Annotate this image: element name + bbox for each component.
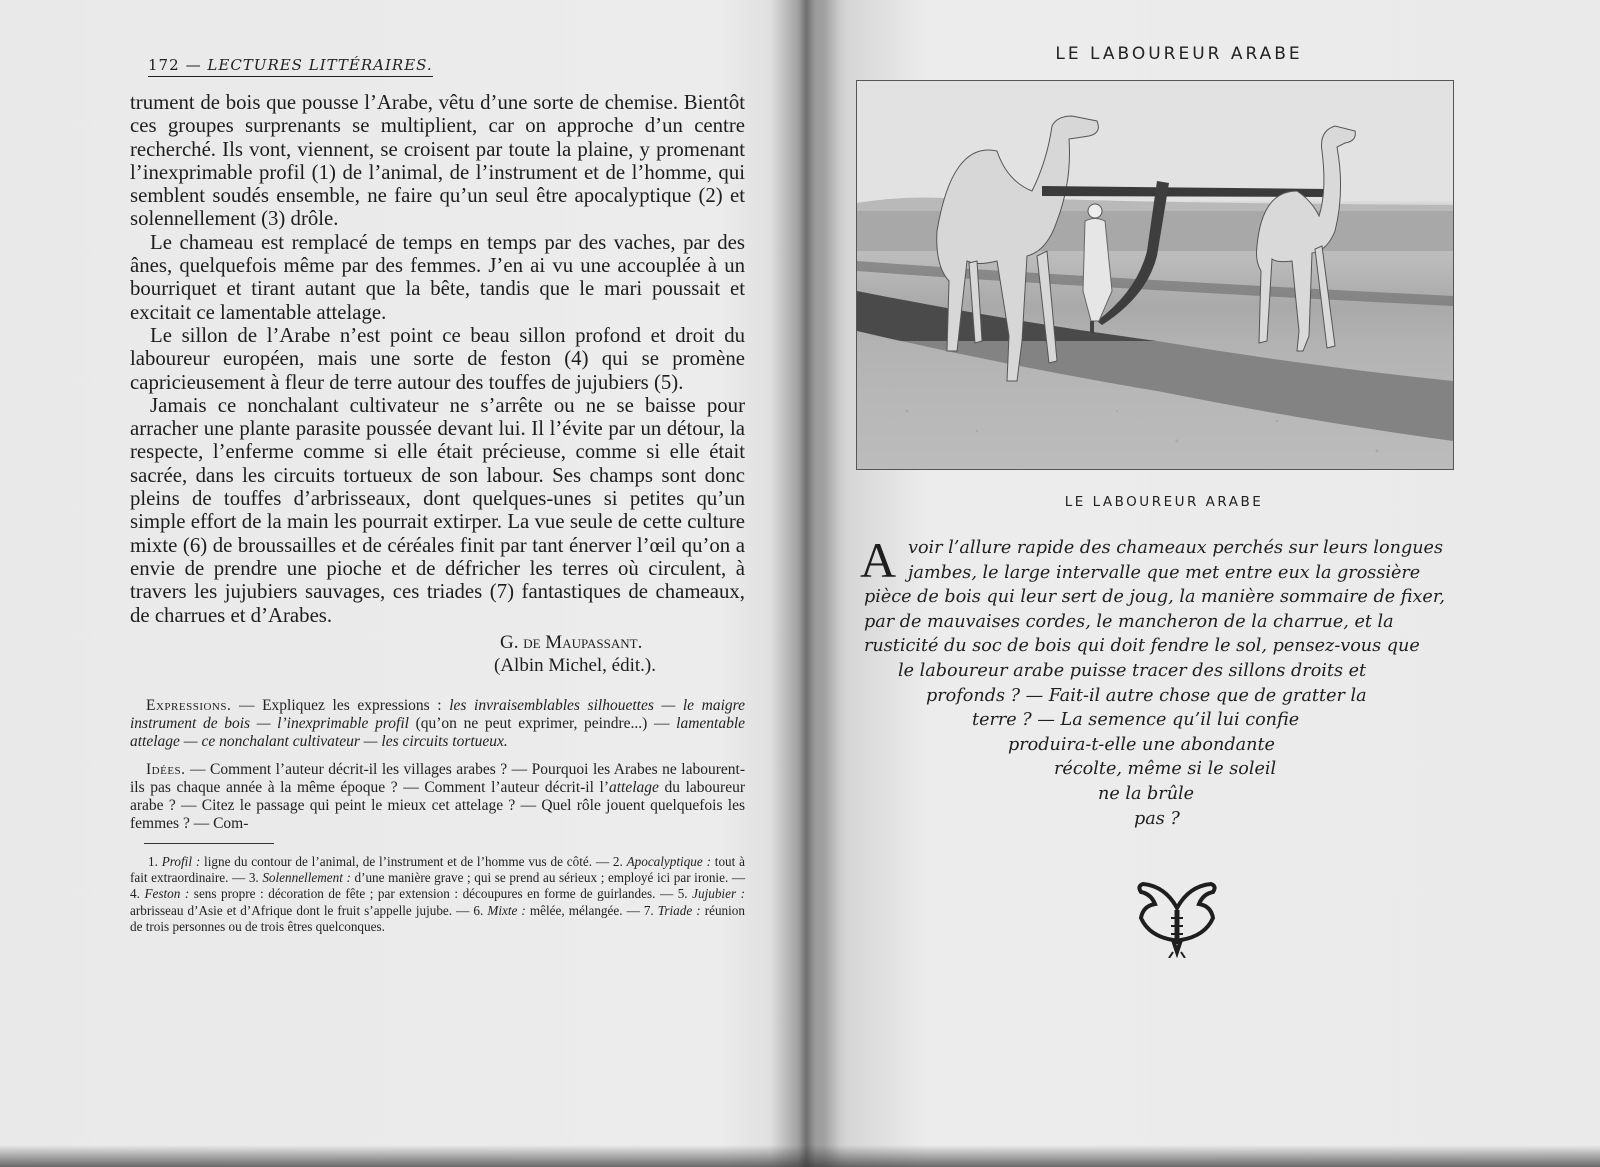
idees-em: attelage: [608, 778, 659, 796]
publisher: (Albin Michel, édit.).: [494, 654, 656, 676]
author-signature: [494, 631, 745, 677]
poem-line: récolte, même si le soleil: [1054, 759, 1277, 780]
paragraph: Le chameau est remplacé de temps en temps par des vaches, par des ânes, quelquefois même par des femmes. J’en ai vu une accouplée à un bourriquet et tirant autant que la bête, tandis que le mari poussait et excitait ce lamentable attelage.: [130, 230, 745, 324]
main-text: [130, 91, 745, 627]
footnotes: [130, 854, 745, 935]
book-gutter: [770, 0, 840, 1167]
paragraph: Jamais ce nonchalant cultivateur ne s’arrête ou ne se baisse pour arracher une plante parasite poussée devant lui. Il l’évite par un détour, la respecte, l’enferme comme si elle était précieuse, comme si elle était sacrée, dans les circuits tortueux de son labour. Ses champs sont donc pleins de touffes d’arbrisseaux, dont quelques-unes si petites qu’un simple effort de la main les pourrait extirper. La vue seule de cette culture mixte (6) de broussailles et de céréales finit par tant énerver l’œil qu’on a envie de prendre une pioche et de défricher les terres où circulent, à travers les jujubiers sauvages, ces triades (7) fantastiques de chameaux, de charrues et d’Arabes.: [130, 393, 745, 627]
running-head-title: — LECTURES LITTÉRAIRES.: [185, 56, 433, 74]
footnote-number: 1.: [148, 853, 158, 869]
footnote-def: arbrisseau d’Asie et d’Afrique dont le fruit s’appelle jujube. —: [130, 902, 474, 918]
footnote-def: mêlée, mélangée. —: [525, 902, 644, 918]
left-page: [130, 55, 745, 935]
poem-text: [860, 532, 1480, 831]
footnote-term: Triade :: [657, 902, 701, 918]
footnote-term: Feston :: [144, 886, 190, 902]
poem-line: terre ? — La semence qu’il lui confie: [972, 710, 1300, 731]
idees-label: Idées.: [146, 760, 186, 778]
footnote-def: sens propre : décoration de fête ; par extension : découpures en forme de guirlandes. —: [189, 886, 678, 902]
right-page: [860, 44, 1480, 831]
left-running-head: [148, 56, 433, 77]
footnote-number: 2.: [612, 853, 623, 869]
right-running-head: LE LABOUREUR ARABE: [1055, 44, 1303, 64]
poem-line: pas ?: [1134, 808, 1180, 829]
expressions-paren: (qu’on ne peut exprimer, peindre...) —: [415, 714, 670, 732]
author-name: G. de Maupassant.: [500, 631, 643, 653]
footnote-term: Profil :: [161, 853, 201, 869]
expressions-items: les invraisemblables silhouettes — le maigre instrument de bois — l’inexprimable profil: [130, 696, 745, 732]
poem-line: par de mauvaises cordes, le mancheron de la charrue, et la: [864, 611, 1394, 632]
drop-cap: A: [860, 532, 897, 588]
footnote-number: 3.: [248, 870, 259, 886]
poem-line: le laboureur arabe puisse tracer des sillons droits et: [898, 660, 1367, 681]
expressions-text: — Expliquez les expressions :: [238, 696, 442, 714]
expressions-items-2: lamentable attelage — ce nonchalant cultivateur — les circuits tortueux.: [130, 714, 746, 750]
expressions-label: Expressions.: [146, 696, 232, 714]
page-bottom-shadow: [0, 1145, 1600, 1167]
footnote-term: Jujubier :: [692, 886, 746, 902]
footnote-def: réunion de trois personnes ou de trois êtres quelconques.: [130, 902, 745, 935]
poem-line: rusticité du soc de bois qui doit fendre le sol, pensez-vous que: [864, 636, 1420, 657]
poem-line: produira-t-elle une abondante: [1008, 734, 1275, 755]
idees-question: [130, 761, 745, 833]
footnote-term: Apocalyptique :: [626, 853, 711, 869]
idees-text-2: du laboureur arabe ? — Citez le passage qui peint le mieux cet attelage ? — Quel rôle jouent quelquefois les femmes ? — Com-: [130, 778, 745, 832]
poem-line: voir l’allure rapide des chameaux perchés sur leurs longues: [908, 538, 1443, 558]
footnote-def: ligne du contour de l’animal, de l’instrument et de l’homme vus de côté. —: [200, 853, 613, 869]
paragraph: Le sillon de l’Arabe n’est point ce beau sillon profond et droit du laboureur européen, mais une sorte de feston (4) qui se promène capricieusement à fleur de terre autour des touffes de jujubiers (5).: [130, 323, 745, 394]
paragraph: trument de bois que pousse l’Arabe, vêtu d’une sorte de chemise. Bientôt ces groupes surprenants se multiplient, car on approche d’un centre recherché. Ils vont, viennent, se croisent par toute la plaine, y promenant l’inexprimable profil (1) de l’animal, de l’instrument et de l’homme, qui semblent soudés ensemble, ne faire qu’un seul être apocalyptique (2) et solennellement (3) drôle.: [130, 91, 745, 231]
study-questions: [130, 697, 745, 833]
footnote-def: d’une manière grave ; qui se prend au sérieux ; employé ici par ironie. —: [350, 870, 746, 886]
page-number: 172: [148, 56, 180, 74]
poem-line: jambes, le large intervalle que met entre eux la grossière: [908, 562, 1421, 583]
footnotes-block: [130, 854, 745, 935]
footnote-number: 5.: [677, 886, 688, 902]
expressions-question: [130, 697, 745, 751]
footnote-number: 6.: [473, 902, 484, 918]
footnote-number: 7.: [643, 902, 654, 918]
footnote-rule: [144, 843, 274, 844]
camel-plough-photo: [856, 80, 1454, 470]
poem-line: ne la brûle: [1098, 783, 1195, 804]
footnote-term: Solennellement :: [262, 870, 351, 886]
poem-line: pièce de bois qui leur sert de joug, la manière sommaire de fixer,: [864, 587, 1445, 608]
footnote-term: Mixte :: [487, 902, 526, 918]
poem-line: profonds ? — Fait-il autre chose que de gratter la: [926, 685, 1367, 706]
butterfly-ornament-icon: [1135, 878, 1219, 958]
idees-text-1: — Comment l’auteur décrit-il les villages arabes ? — Pourquoi les Arabes ne labourent-ils pas chaque année à la même époque ? — Comment l’auteur décrit-il l’: [130, 760, 745, 796]
footnote-def: tout à fait extraordinaire. —: [130, 853, 745, 886]
photo-illustration: [857, 81, 1453, 469]
footnote-number: 4.: [130, 886, 140, 902]
photo-caption: LE LABOUREUR ARABE: [1064, 494, 1264, 510]
